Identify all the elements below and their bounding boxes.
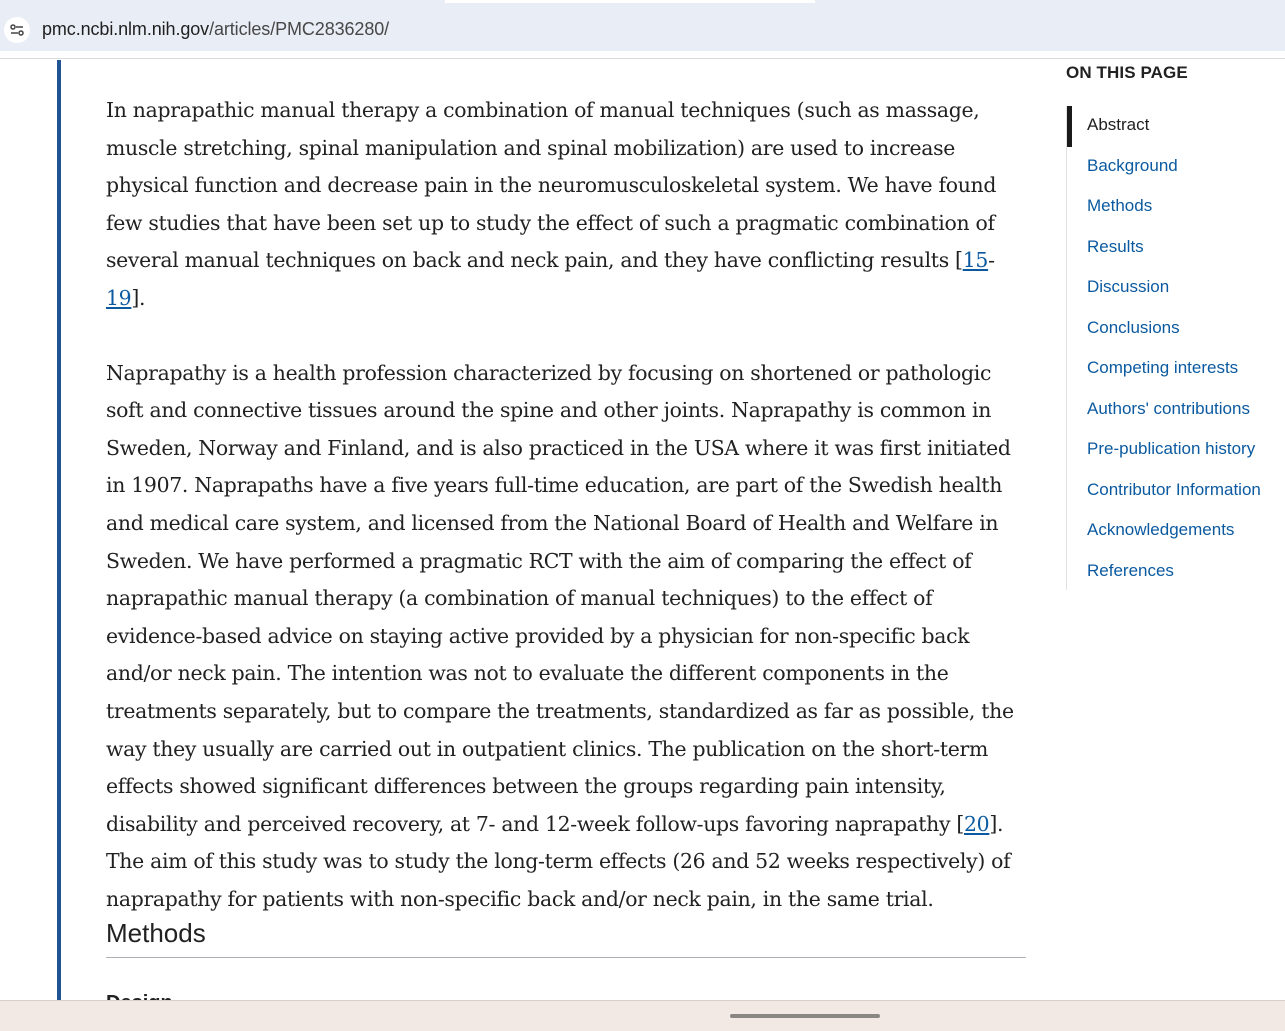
toolbar-divider — [0, 58, 1285, 59]
url-path: /articles/PMC2836280/ — [209, 19, 390, 39]
bottom-bar — [0, 1000, 1285, 1031]
nav-link-authors-contributions[interactable]: Authors' contributions — [1087, 398, 1250, 418]
citation-link-20[interactable]: 20 — [964, 811, 990, 836]
paragraph-naprapathy-profession — [106, 355, 1031, 919]
methods-heading: Methods — [106, 918, 1026, 958]
url-domain: pmc.ncbi.nlm.nih.gov — [42, 19, 210, 39]
on-this-page-title: ON THIS PAGE — [1066, 63, 1188, 82]
paragraph-naprapathic-therapy — [106, 92, 1031, 318]
paragraph-text: Naprapathy is a health profession characterized by focusing on shortened or pathologic soft and connective tissues around the spine and other joints. Naprapathy is common in Sweden, Norway and Finland, and is also practiced in the USA where it was first initiated in 1907. Naprapaths have a five years full-time education, are part of the Swedish health and medical care system, and licensed from the National Board of Health and Welfare in Sweden. We have performed a pragmatic RCT with the aim of comparing the effect of naprapathic manual therapy (a combination of manual techniques) to the effect of evidence-based advice on staying active provided by a physician for non-specific back and/or neck pain. The intention was not to evaluate the different components in the treatments separately, but to compare the treatments, standardized as far as possible, the way they usually are carried out in outpatient clinics. The publication on the short-term effects showed significant differences between the groups regarding pain intensity, disability and perceived recovery, at 7- and 12-week follow-ups favoring naprapathy [ — [106, 360, 1014, 836]
nav-link-conclusions[interactable]: Conclusions — [1087, 317, 1180, 337]
section-accent-rule — [57, 60, 61, 1000]
tune-icon[interactable] — [4, 17, 30, 43]
nav-link-results[interactable]: Results — [1087, 236, 1144, 256]
citation-link-19[interactable]: 19 — [106, 285, 132, 310]
nav-link-contributor-information[interactable]: Contributor Information — [1087, 479, 1261, 499]
nav-link-abstract[interactable]: Abstract — [1087, 115, 1150, 134]
article-body — [106, 92, 1031, 918]
paragraph-text: ]. — [131, 285, 146, 310]
nav-link-acknowledgements[interactable]: Acknowledgements — [1087, 520, 1235, 539]
nav-link-references[interactable]: References — [1087, 560, 1174, 580]
nav-link-discussion[interactable]: Discussion — [1087, 277, 1170, 296]
citation-range-dash: - — [988, 248, 995, 273]
on-this-page-nav — [1087, 110, 1261, 596]
nav-link-pre-publication-history[interactable]: Pre-publication history — [1087, 439, 1256, 458]
url-text[interactable] — [42, 19, 389, 40]
on-this-page-active-marker — [1067, 106, 1072, 147]
active-tab-indicator — [445, 0, 815, 3]
paragraph-text: ]. The aim of this study was to study the long-term effects (26 and 52 weeks respectively) of naprapathy for patients with non-specific back and/or neck pain, in the same trial. — [106, 811, 1011, 911]
address-bar[interactable] — [0, 9, 1285, 51]
paragraph-text: In naprapathic manual therapy a combination of manual techniques (such as massage, muscle stretching, spinal manipulation and spinal mobilization) are used to increase physical function and decrease pain in the neuromusculoskeletal system. We have found few studies that have been set up to study the effect of such a pragmatic combination of several manual techniques on back and neck pain, and they have conflicting results [ — [106, 98, 997, 273]
citation-link-15[interactable]: 15 — [962, 248, 989, 273]
browser-tab-strip — [0, 0, 1285, 9]
nav-link-background[interactable]: Background — [1087, 155, 1178, 175]
scroll-handle[interactable] — [730, 1014, 880, 1018]
on-this-page-rail — [1066, 106, 1067, 590]
nav-link-competing-interests[interactable]: Competing interests — [1087, 358, 1239, 377]
nav-link-methods[interactable]: Methods — [1087, 196, 1153, 215]
